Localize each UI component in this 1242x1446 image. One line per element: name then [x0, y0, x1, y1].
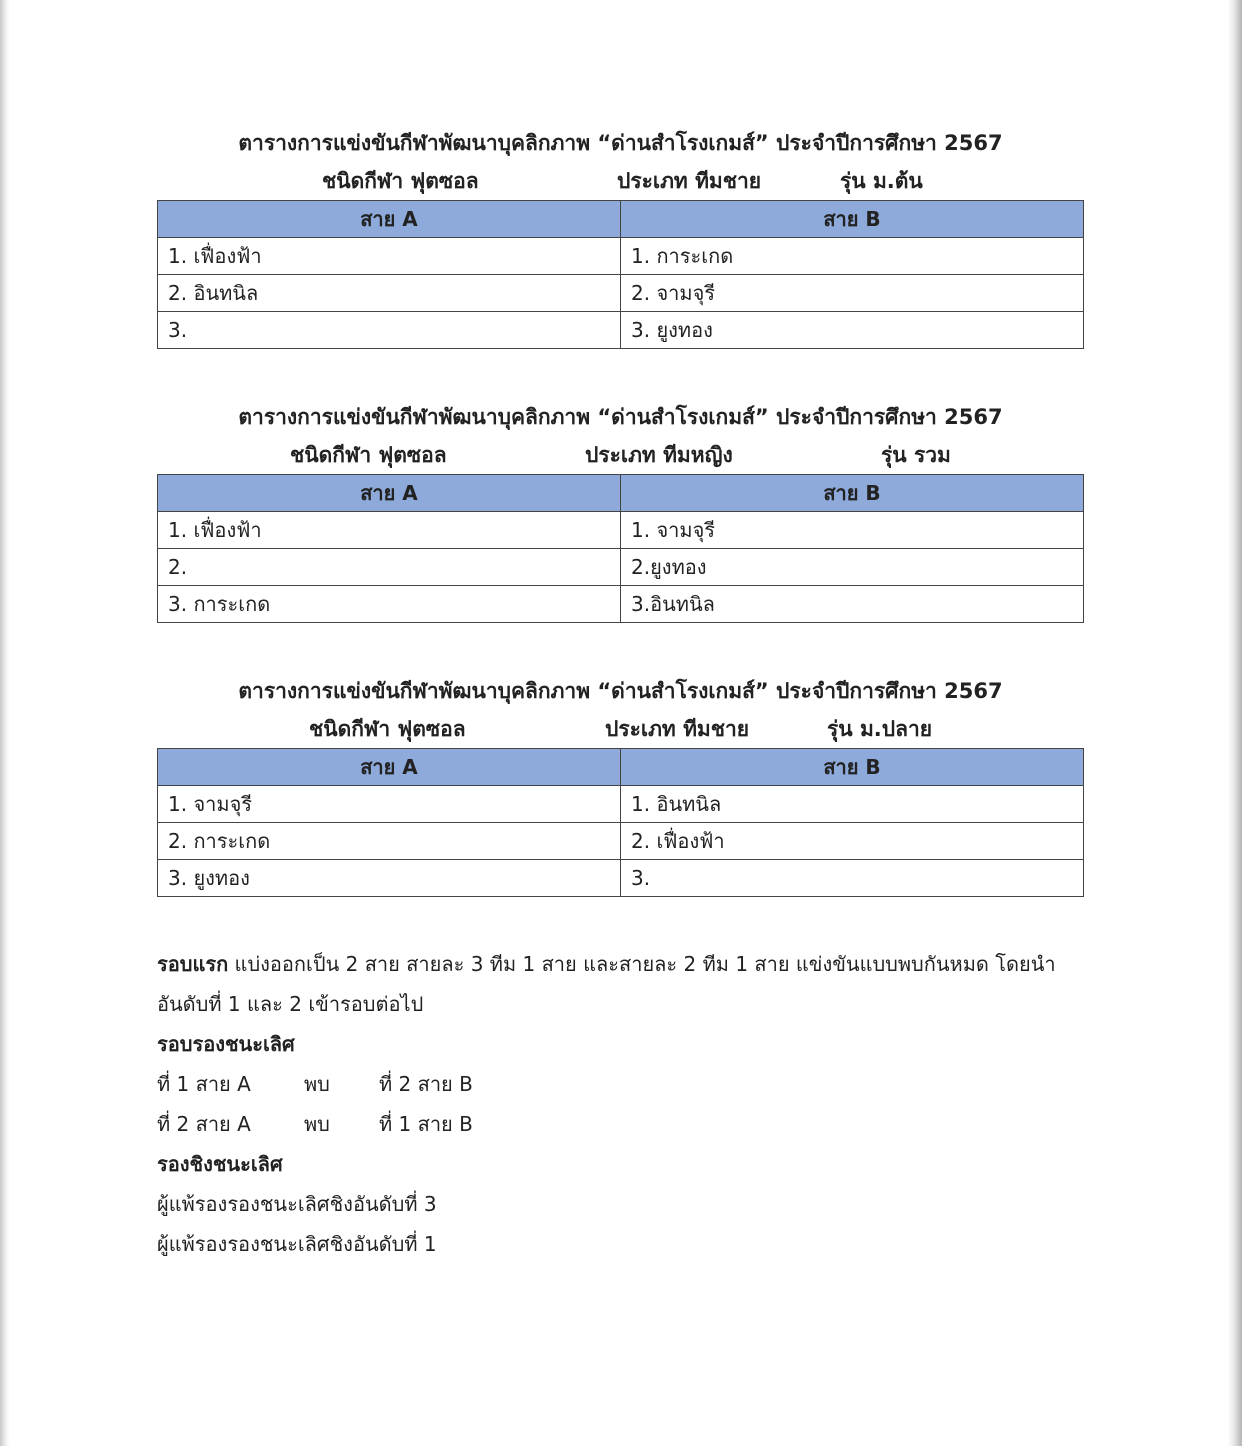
section-title: ตารางการแข่งขันกีฬาพัฒนาบุคลิกภาพ “ด่านสำโรงเกมส์” ประจำปีการศึกษา 2567 — [238, 131, 1003, 155]
table-row — [158, 275, 1084, 312]
group-a-cell: 2. การะเกด — [158, 823, 621, 860]
section-subtitle — [157, 710, 1084, 748]
group-b-cell: 1. อินทนิล — [621, 786, 1084, 823]
table-row — [158, 586, 1084, 623]
final-line-2: ผู้แพ้รองรองชนะเลิศชิงอันดับที่ 1 — [157, 1232, 437, 1256]
section-title: ตารางการแข่งขันกีฬาพัฒนาบุคลิกภาพ “ด่านสำโรงเกมส์” ประจำปีการศึกษา 2567 — [238, 405, 1003, 429]
group-b-cell: 3. — [621, 860, 1084, 897]
match-vs: พบ — [304, 1072, 330, 1096]
table-row — [158, 512, 1084, 549]
level-label: รุ่น รวม — [881, 443, 951, 467]
group-a-header: สาย A — [158, 201, 621, 238]
group-b-cell: 2.ยูงทอง — [621, 549, 1084, 586]
table-header-row — [158, 201, 1084, 238]
group-a-cell: 1. จามจุรี — [158, 786, 621, 823]
group-a-cell: 1. เฟื่องฟ้า — [158, 238, 621, 275]
type-label: ประเภท ทีมหญิง — [585, 443, 733, 467]
group-b-header: สาย B — [621, 475, 1084, 512]
first-round-label: รอบแรก — [157, 952, 229, 976]
match-right-team: ที่ 2 สาย B — [379, 1072, 473, 1096]
tournament-notes — [157, 944, 1087, 1264]
semifinal-match — [157, 1064, 1087, 1104]
group-b-cell: 3. ยูงทอง — [621, 312, 1084, 349]
table-row — [158, 549, 1084, 586]
group-a-header: สาย A — [158, 749, 621, 786]
sport-label: ชนิดกีฬา ฟุตซอล — [290, 443, 447, 467]
group-a-cell: 2. อินทนิล — [158, 275, 621, 312]
group-b-header: สาย B — [621, 201, 1084, 238]
group-a-header: สาย A — [158, 475, 621, 512]
table-header-row — [158, 475, 1084, 512]
match-left-team: ที่ 1 สาย A — [157, 1072, 251, 1096]
sport-label: ชนิดกีฬา ฟุตซอล — [322, 169, 479, 193]
group-b-header: สาย B — [621, 749, 1084, 786]
group-b-cell: 2. จามจุรี — [621, 275, 1084, 312]
table-row — [158, 786, 1084, 823]
page-edge-left — [0, 0, 10, 1446]
group-table — [157, 474, 1084, 623]
group-a-cell: 3. ยูงทอง — [158, 860, 621, 897]
level-label: รุ่น ม.ปลาย — [827, 717, 933, 741]
semifinal-heading: รอบรองชนะเลิศ — [157, 1032, 295, 1056]
section-subtitle — [157, 162, 1084, 200]
first-round-line-2: อันดับที่ 1 และ 2 เข้ารอบต่อไป — [157, 992, 424, 1016]
group-b-cell: 1. จามจุรี — [621, 512, 1084, 549]
type-label: ประเภท ทีมชาย — [617, 169, 762, 193]
group-b-cell: 1. การะเกด — [621, 238, 1084, 275]
group-a-cell: 3. การะเกด — [158, 586, 621, 623]
table-row — [158, 823, 1084, 860]
match-vs: พบ — [304, 1112, 330, 1136]
first-round-line — [157, 944, 1087, 984]
sport-label: ชนิดกีฬา ฟุตซอล — [309, 717, 466, 741]
group-a-cell: 1. เฟื่องฟ้า — [158, 512, 621, 549]
match-left-team: ที่ 2 สาย A — [157, 1112, 251, 1136]
group-table — [157, 748, 1084, 897]
table-row — [158, 312, 1084, 349]
section-subtitle — [157, 436, 1084, 474]
group-a-cell: 3. — [158, 312, 621, 349]
table-row — [158, 860, 1084, 897]
schedule-section-2 — [157, 398, 1084, 623]
group-b-cell: 2. เฟื่องฟ้า — [621, 823, 1084, 860]
match-right-team: ที่ 1 สาย B — [379, 1112, 473, 1136]
group-table — [157, 200, 1084, 349]
type-label: ประเภท ทีมชาย — [605, 717, 750, 741]
first-round-text: แบ่งออกเป็น 2 สาย สายละ 3 ทีม 1 สาย และสายละ 2 ทีม 1 สาย แข่งขันแบบพบกันหมด โดยนำ — [228, 952, 1056, 976]
group-b-cell: 3.อินทนิล — [621, 586, 1084, 623]
semifinal-match — [157, 1104, 1087, 1144]
table-row — [158, 238, 1084, 275]
final-line-1: ผู้แพ้รองรองชนะเลิศชิงอันดับที่ 3 — [157, 1192, 437, 1216]
page-edge-right — [1228, 0, 1242, 1446]
section-title: ตารางการแข่งขันกีฬาพัฒนาบุคลิกภาพ “ด่านสำโรงเกมส์” ประจำปีการศึกษา 2567 — [238, 679, 1003, 703]
level-label: รุ่น ม.ต้น — [840, 169, 923, 193]
schedule-section-3 — [157, 672, 1084, 897]
final-heading: รองชิงชนะเลิศ — [157, 1152, 283, 1176]
schedule-section-1 — [157, 124, 1084, 349]
table-header-row — [158, 749, 1084, 786]
group-a-cell: 2. — [158, 549, 621, 586]
